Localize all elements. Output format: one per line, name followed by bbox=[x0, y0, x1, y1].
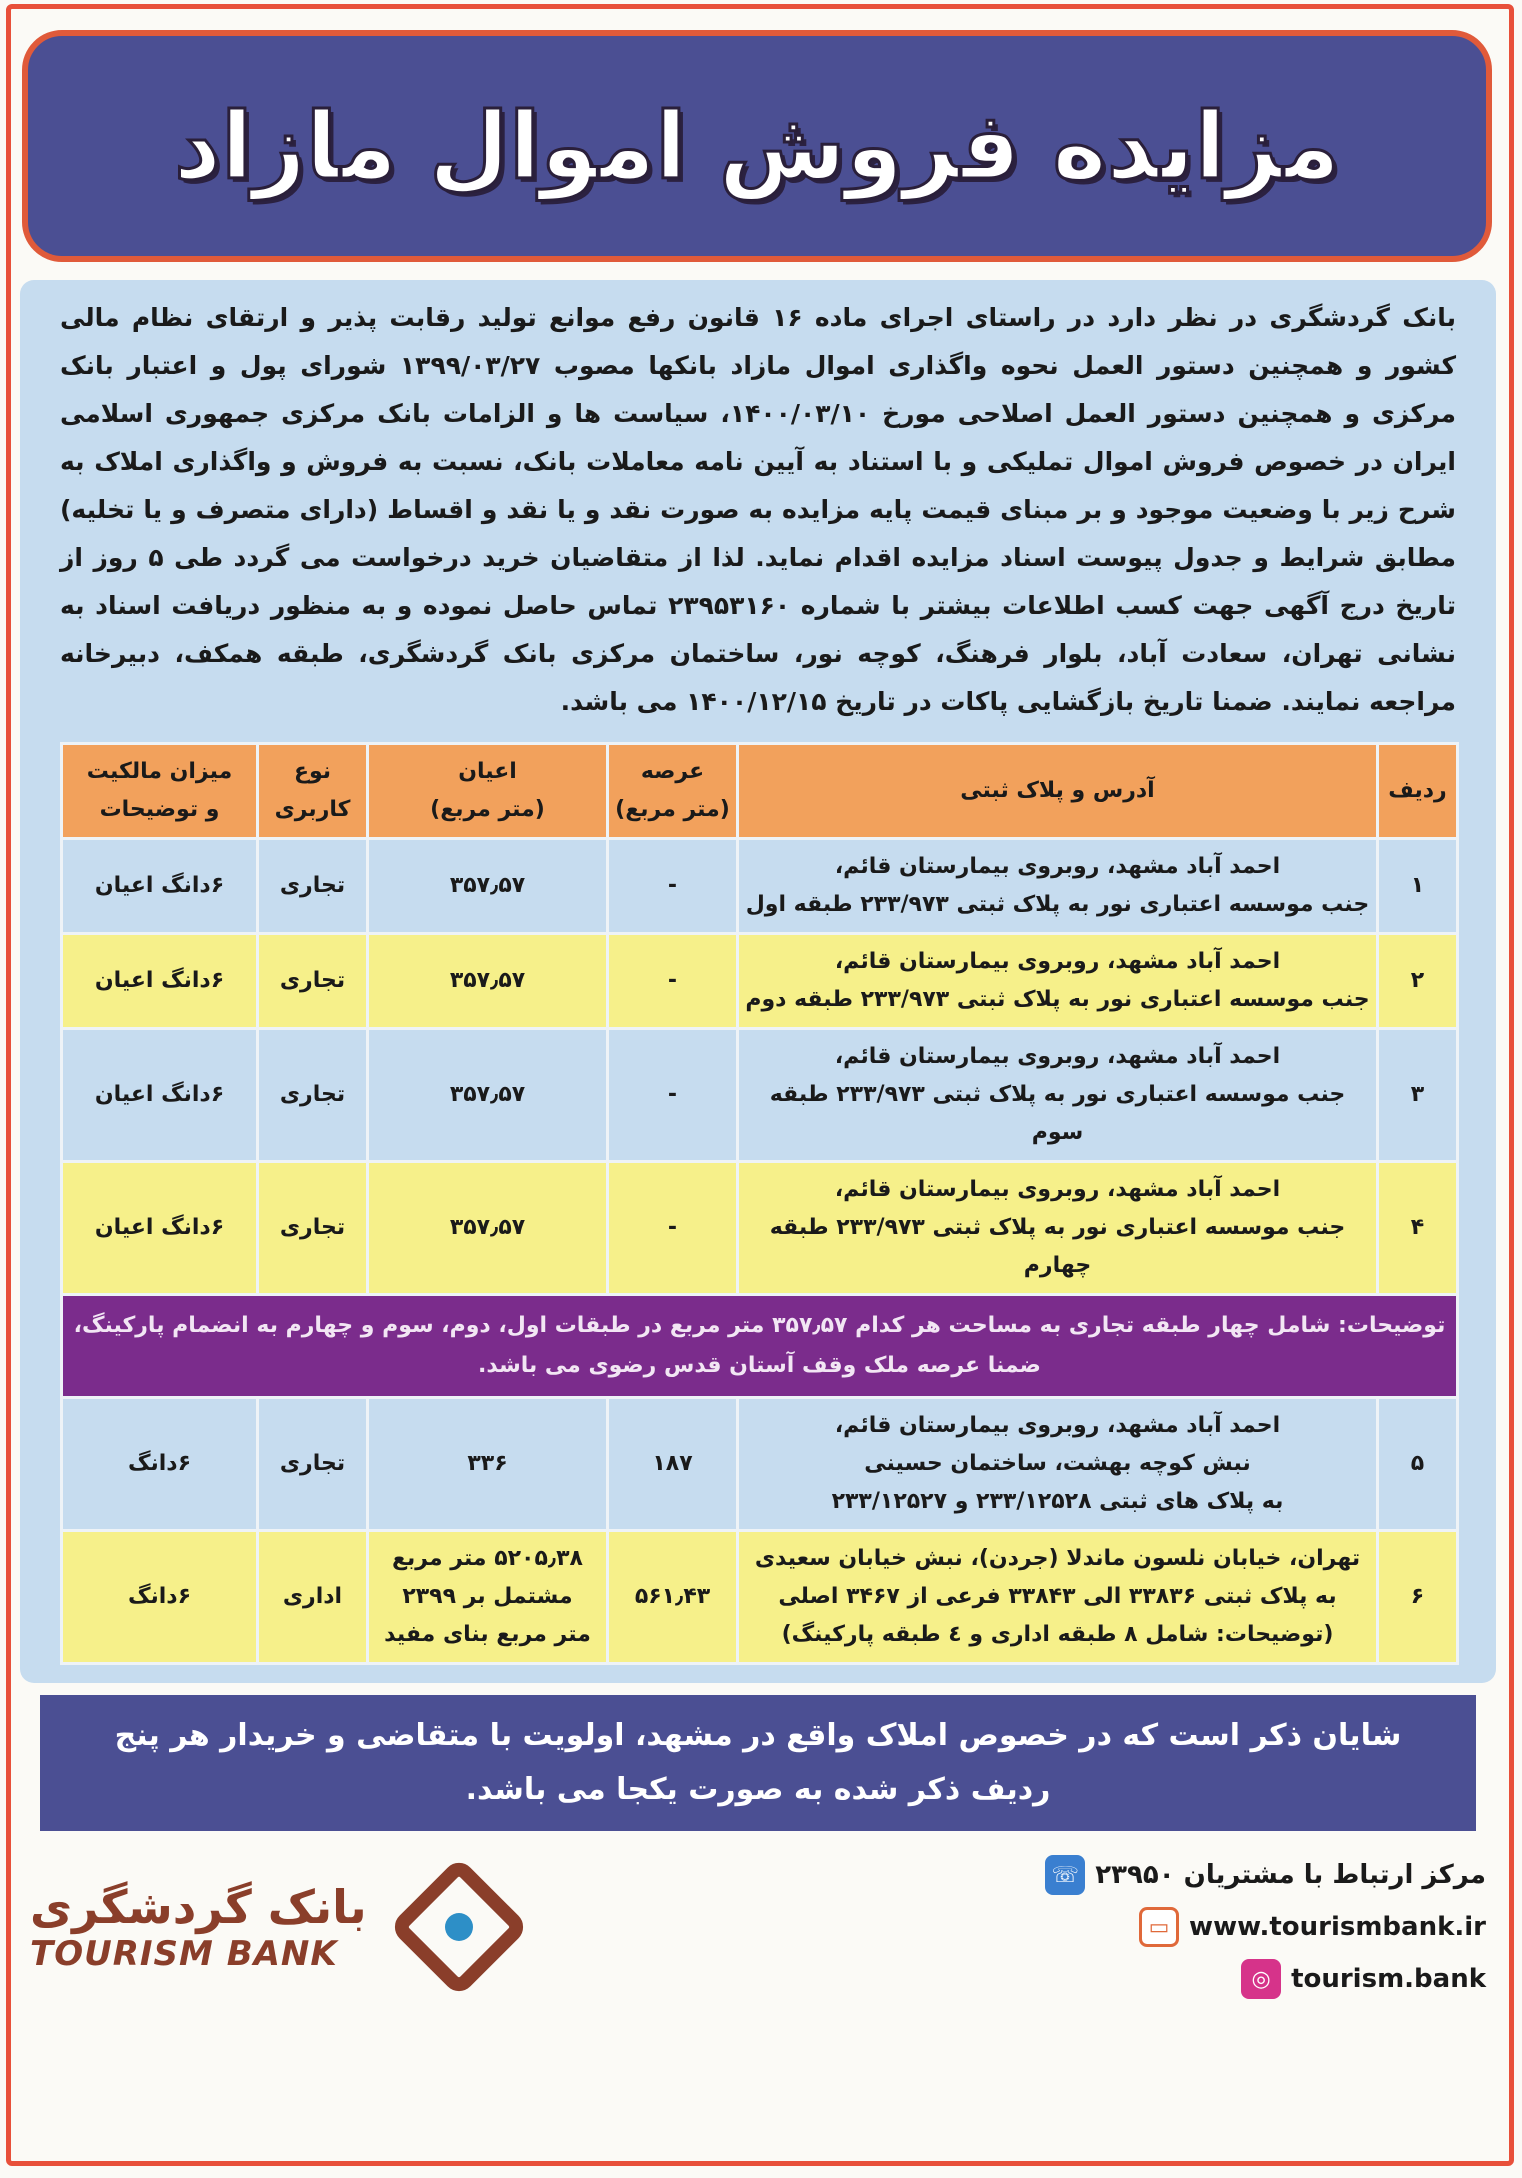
website-link[interactable]: www.tourismbank.ir bbox=[1189, 1912, 1486, 1942]
instagram-link[interactable]: tourism.bank bbox=[1291, 1964, 1486, 1994]
phone-icon: ☏ bbox=[1045, 1855, 1085, 1895]
table-row: ۴ احمد آباد مشهد، روبروی بیمارستان قائم، جنب موسسه اعتباری نور به پلاک ثبتی ۲۳۳/۹۷۳ طبقه چهارم - ۳۵۷٫۵۷ تجاری ۶دانگ اعیان bbox=[62, 1162, 1458, 1295]
properties-table bbox=[60, 742, 1459, 1665]
browser-icon: ▭ bbox=[1139, 1907, 1179, 1947]
title-banner bbox=[22, 30, 1492, 262]
footer bbox=[20, 1843, 1496, 2011]
header-address: آدرس و پلاک ثبتی bbox=[738, 744, 1378, 839]
contact-info bbox=[1045, 1849, 1486, 2005]
header-row: ردیف bbox=[1378, 744, 1458, 839]
table-row: ۶ تهران، خیابان نلسون ماندلا (جردن)، نبش خیابان سعیدی به پلاک ثبتی ۳۳۸۳۶ الی ۳۳۸۴۳ فرعی از ۳۴۶۷ اصلی (توضیحات: شامل ۸ طبقه اداری و ٤ طبقه پارکینگ) ۵۶۱٫۴۳ ۵۲۰۵٫۳۸ متر مربع مشتمل بر ۲۳۹۹ متر مربع بنای مفید اداری ۶دانگ bbox=[62, 1531, 1458, 1664]
header-ownership: میزان مالکیت و توضیحات bbox=[62, 744, 258, 839]
header-arse: عرصه (متر مربع) bbox=[608, 744, 738, 839]
page-title: مزایده فروش اموال مازاد bbox=[173, 92, 1341, 200]
tourism-bank-logo bbox=[30, 1863, 523, 1991]
header-ayan: اعیان (متر مربع) bbox=[368, 744, 608, 839]
table-row: ۵ احمد آباد مشهد، روبروی بیمارستان قائم، نبش کوچه بهشت، ساختمان حسینی به پلاک های ثبتی ۲۳۳/۱۲۵۲۸ و ۲۳۳/۱۲۵۲۷ ۱۸۷ ۳۳۶ تجاری ۶دانگ bbox=[62, 1398, 1458, 1531]
phone-label: مرکز ارتباط با مشتریان ۲۳۹۵۰ bbox=[1095, 1860, 1486, 1890]
table-row: ۳ احمد آباد مشهد، روبروی بیمارستان قائم، جنب موسسه اعتباری نور به پلاک ثبتی ۲۳۳/۹۷۳ طبقه سوم - ۳۵۷٫۵۷ تجاری ۶دانگ اعیان bbox=[62, 1029, 1458, 1162]
table-header bbox=[62, 744, 1458, 839]
table-row: ۱ احمد آباد مشهد، روبروی بیمارستان قائم، جنب موسسه اعتباری نور به پلاک ثبتی ۲۳۳/۹۷۳ طبقه اول - ۳۵۷٫۵۷ تجاری ۶دانگ اعیان bbox=[62, 839, 1458, 934]
intro-paragraph: بانک گردشگری در نظر دارد در راستای اجرای ماده ۱۶ قانون رفع موانع تولید رقابت پذیر و ارتقای نظام مالی کشور و همچنین دستور العمل نحوه واگذاری اموال مازاد بانکها مصوب ۱۳۹۹/۰۳/۲۷ شورای پول و اعتبار بانک مرکزی و همچنین دستور العمل اصلاحی مورخ ۱۴۰۰/۰۳/۱۰، سیاست ها و الزامات بانک مرکزی جمهوری اسلامی ایران در خصوص فروش اموال تملیکی و با استناد به آیین نامه معاملات بانک، نسبت به فروش و واگذاری املاک به شرح زیر با وضعیت موجود و بر مبنای قیمت پایه مزایده به صورت نقد و یا نقد و اقساط (دارای متصرف و یا تخلیه) مطابق شرایط و جدول پیوست اسناد مزایده اقدام نماید. لذا از متقاضیان خرید درخواست می گردد طی ۵ روز از تاریخ درج آگهی جهت کسب اطلاعات بیشتر با شماره ۲۳۹۵۳۱۶۰ تماس حاصل نموده و به منظور دریافت اسناد به نشانی تهران، سعادت آباد، بلوار فرهنگ، کوچه نور، ساختمان مرکزی بانک گردشگری، طبقه همکف، دبیرخانه مراجعه نمایند. ضمنا تاریخ بازگشایی پاکات در تاریخ ۱۴۰۰/۱۲/۱۵ می باشد. bbox=[60, 303, 1457, 716]
table-note-row: توضیحات: شامل چهار طبقه تجاری به مساحت هر کدام ۳۵۷٫۵۷ متر مربع در طبقات اول، دوم، سوم و چهارم به انضمام پارکینگ، ضمنا عرصه ملک وقف آستان قدس رضوی می باشد. bbox=[62, 1295, 1458, 1398]
instagram-icon: ◎ bbox=[1241, 1959, 1281, 1999]
header-type: نوع کاربری bbox=[258, 744, 368, 839]
table-row: ۲ احمد آباد مشهد، روبروی بیمارستان قائم، جنب موسسه اعتباری نور به پلاک ثبتی ۲۳۳/۹۷۳ طبقه دوم - ۳۵۷٫۵۷ تجاری ۶دانگ اعیان bbox=[62, 934, 1458, 1029]
content-panel bbox=[20, 280, 1496, 1683]
logo-mark-icon bbox=[388, 1856, 529, 1997]
logo-text-en: TOURISM BANK bbox=[30, 1934, 338, 1974]
logo-text-fa: بانک گردشگری bbox=[30, 1880, 367, 1934]
main-content bbox=[20, 280, 1496, 2011]
priority-note: شایان ذکر است که در خصوص املاک واقع در مشهد، اولویت با متقاضی و خریدار هر پنج ردیف ذکر شده به صورت یکجا می باشد. bbox=[40, 1695, 1476, 1831]
